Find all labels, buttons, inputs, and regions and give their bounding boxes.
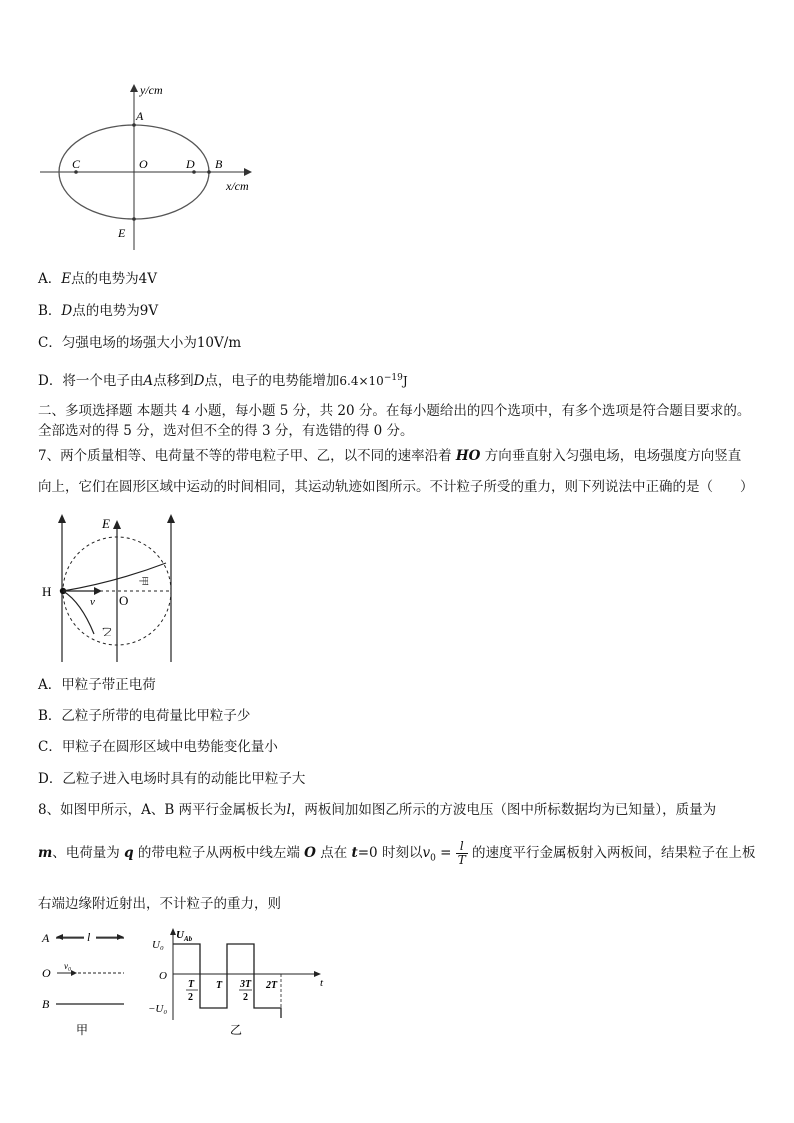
velocity-fraction [456,840,468,867]
option-letter: A． [38,271,62,287]
stem-text: 的带电粒子从两板中线左端 [133,845,305,861]
q6-option-b [38,302,158,320]
tick-3t2-num: 3T [240,979,252,990]
option-text: 点的电势为9V [72,303,159,319]
option-text: 将一个电子由 [62,373,144,389]
point-a-label: A [136,109,144,123]
option-var: D [193,373,205,389]
stem-text: 7、两个质量相等、电荷量不等的带电粒子甲、乙，以不同的速率沿着 [38,448,456,464]
stem-text: 方向垂直射入匀强电场，电场强度方向竖直 [480,448,742,464]
stem-text: 、电荷量为 [52,845,125,861]
option-text: 点的电势为4V [71,271,157,287]
option-text: 甲粒子带正电荷 [61,677,156,693]
stem-text: ，两板间加如图乙所示的方波电压（图中所标数据均为已知量），质量为 [290,802,717,818]
x-axis-arrow [244,168,252,176]
label-u0: U₀ [152,939,164,951]
point-c-label: C [72,157,81,171]
equals-sign: = [435,845,456,861]
q6-option-c [38,334,241,352]
length-arrow-left [56,934,63,940]
label-v0: v₀ [64,961,72,971]
option-text: 点移到 [153,373,194,389]
option-var: E [61,271,72,287]
q7-option-d [38,770,305,788]
q8-stem-line2 [38,838,756,874]
q8-plates-figure [38,926,133,1038]
point-e-dot [132,217,136,221]
option-text: 点，电子的电势能增加 [204,373,340,389]
velocity-arrowhead [94,587,102,595]
stem-var: t [351,845,358,861]
v0-arrowhead [71,970,77,976]
q7-option-b [38,707,250,725]
option-letter: B． [38,303,62,319]
fraction-numerator: l [456,840,468,854]
energy-unit: J [402,374,408,388]
stem-var: m [38,845,53,861]
tick-t2-num: T [188,979,195,990]
q7-stem-line1 [38,447,741,465]
q7-field-figure [36,510,186,670]
label-b: B [42,997,50,1011]
option-text: 匀强电场的场强大小为10V/m [61,335,242,351]
q8-stem-line3: 右端边缘附近射出，不计粒子的重力，则 [38,896,281,912]
q8-stem-line1 [38,801,716,819]
field-arrow-left [58,514,66,523]
label-u-main: U [176,929,184,941]
tick-3t2-den: 2 [243,992,248,1003]
label-a: A [42,931,50,945]
label-neg-u0: −U₀ [148,1003,168,1015]
q6-option-d [38,369,408,390]
q7-stem-line2: 向上，它们在圆形区域中运动的时间相同，其运动轨迹如图所示。不计粒子所受的重力，则下列说法中正确的是（ ） [38,479,754,495]
label-o: O [119,593,129,608]
stem-var: l [286,802,291,818]
v0-subscript: 0 [430,853,436,864]
stem-text: 点在 [315,845,352,861]
label-e: E [102,516,110,531]
label-origin: O [159,970,167,982]
stem-text: 的速度平行金属板射入两板间，结果粒子在上板 [467,845,756,861]
stem-var: q [124,845,134,861]
stem-text: 8、如图甲所示，A、B 两平行金属板长为 [38,802,287,818]
option-text: 乙粒子进入电场时具有的动能比甲粒子大 [62,771,306,787]
label-h: H [42,584,52,599]
point-o-label: O [139,157,148,171]
point-b-label: B [215,157,223,171]
length-arrow-right [117,934,124,940]
energy-mantissa: 6.4×10 [339,374,384,388]
label-v: v [90,596,95,608]
option-text: 甲粒子在圆形区域中电势能变化量小 [61,739,278,755]
stem-var: O [304,845,316,861]
point-d-label: D [186,157,195,171]
trajectory-jia [63,563,166,591]
label-o: O [42,966,51,980]
label-yi: 乙 [102,625,112,636]
x-axis-label: x/cm [226,179,249,193]
option-letter: B． [38,708,62,724]
ellipse-figure [30,78,270,258]
option-letter: C． [38,739,62,755]
fraction-denominator: T [457,853,466,867]
point-a-dot [132,123,136,127]
section2-line2: 全部选对的得 5 分，选对但不全的得 3 分，有选错的得 0 分。 [38,423,414,439]
tick-2t: 2T [266,980,278,991]
y-axis-label: y/cm [140,83,163,97]
option-var: D [61,303,73,319]
energy-exponent: −19 [383,373,403,383]
label-t-axis: t [320,977,324,989]
q7-option-a [38,676,156,694]
option-text: 乙粒子所带的电荷量比甲粒子少 [61,708,251,724]
v0-symbol: v [422,845,431,861]
option-letter: C． [38,335,62,351]
energy-value [339,374,407,388]
option-letter: D． [38,373,63,389]
q8-square-wave-figure [144,926,330,1038]
stem-text: =0 时刻以 [357,845,423,861]
label-u [176,929,193,943]
point-b-dot [207,170,211,174]
label-jia: 甲 [137,576,148,586]
q7-option-c [38,738,278,756]
label-l: l [87,930,91,944]
label-u-sub: Ab [183,935,193,943]
stem-var: HO [455,448,481,464]
option-var: A [143,373,154,389]
tick-t: T [216,980,223,991]
point-e-label: E [118,226,126,240]
caption-yi: 乙 [230,1023,243,1037]
field-arrow-middle [113,520,121,529]
section2-line1: 二、多项选择题 本题共 4 小题，每小题 5 分，共 20 分。在每小题给出的四个选项中，有多个选项是符合题目要求的。 [38,403,751,419]
tick-t2-den: 2 [188,992,193,1003]
q6-option-a [38,270,157,288]
option-letter: A． [38,677,62,693]
field-arrow-right [167,514,175,523]
option-letter: D． [38,771,63,787]
caption-jia: 甲 [76,1023,89,1037]
y-axis-arrow [130,84,138,92]
